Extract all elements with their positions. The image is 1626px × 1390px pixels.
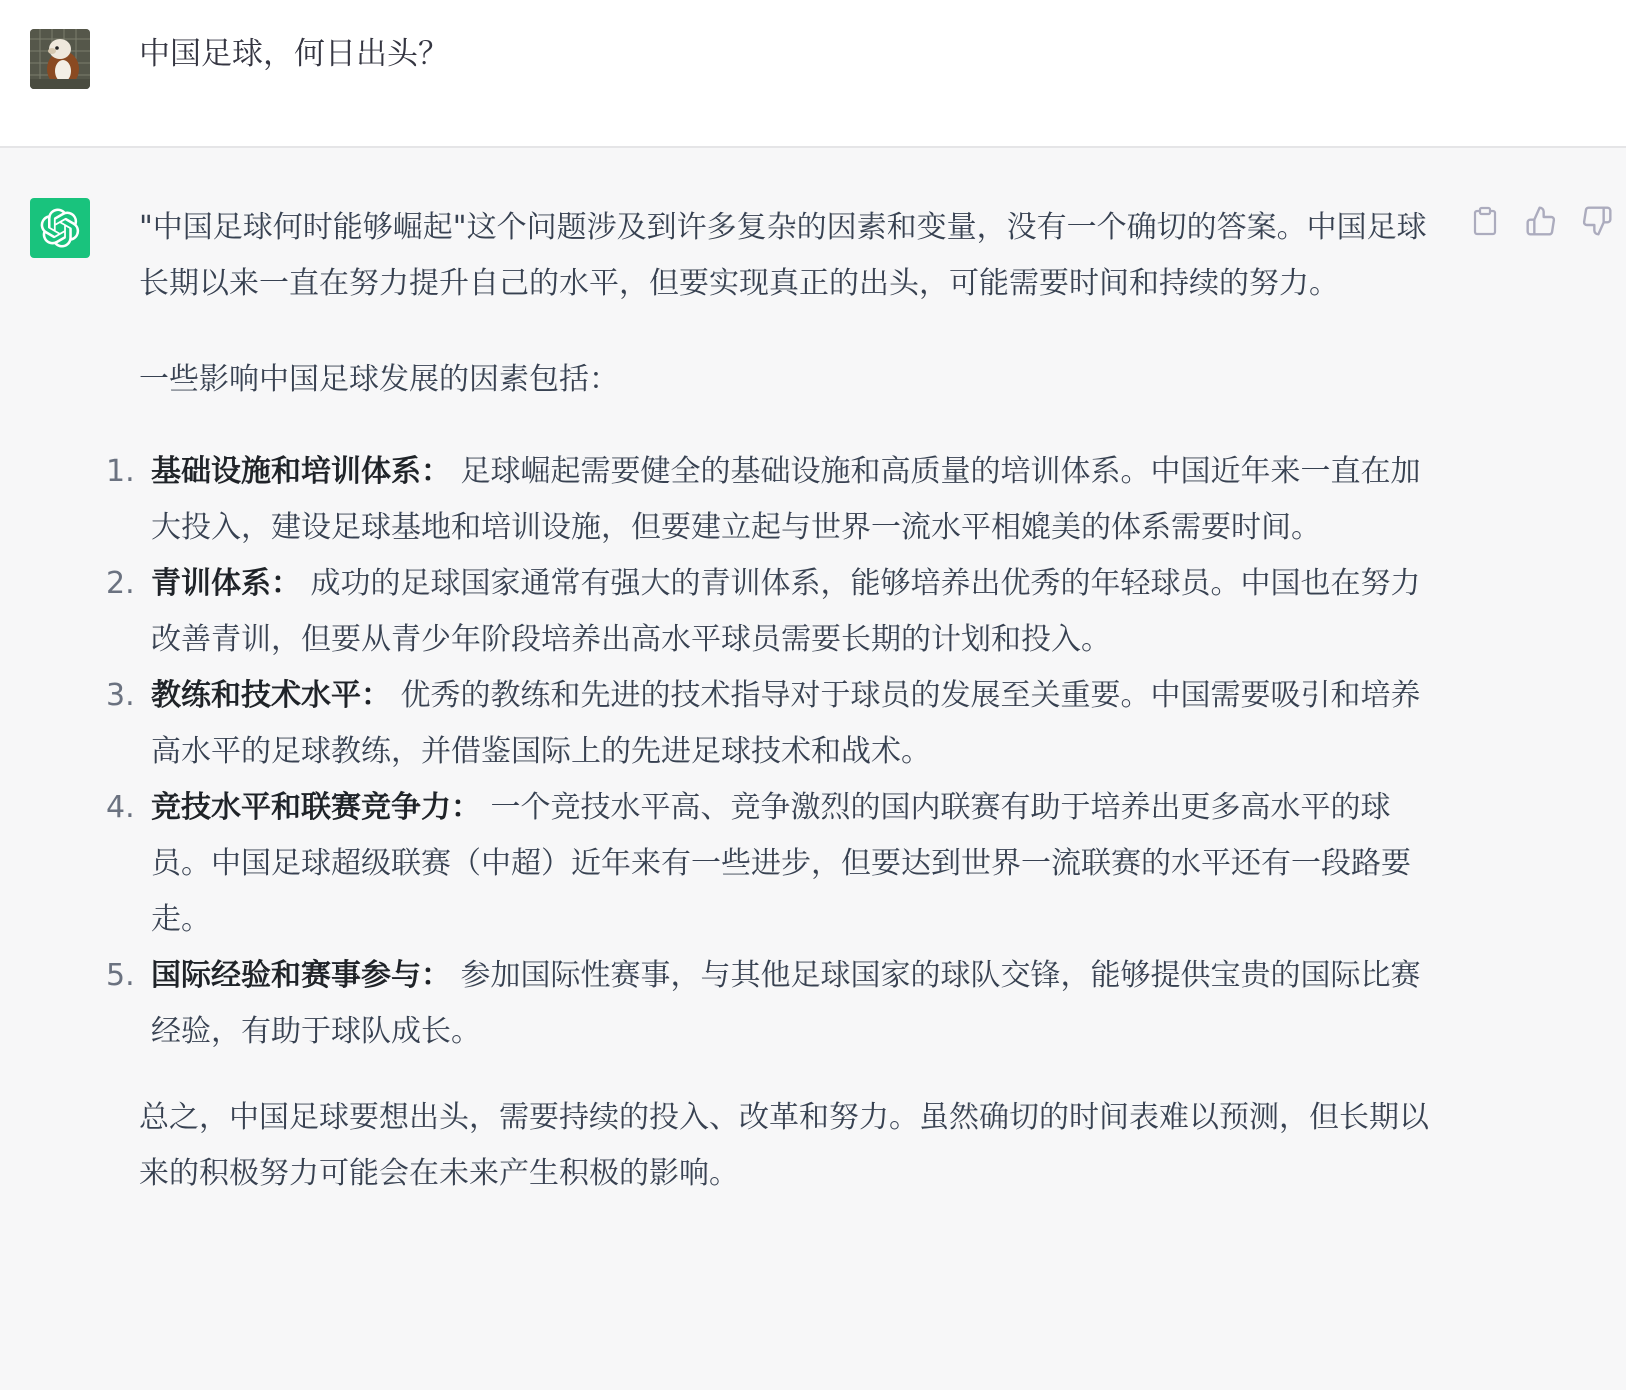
factors-list <box>106 444 1449 1060</box>
user-message-row <box>0 0 1626 148</box>
list-item-number: 5. <box>106 958 135 993</box>
user-avatar-image <box>30 29 90 89</box>
list-item-body: 一个竞技水平高、竞争激烈的国内联赛有助于培养出更多高水平的球员。中国足球超级联赛（中超）近年来有一些进步，但要达到世界一流联赛的水平还有一段路要走。 <box>151 790 1411 937</box>
clipboard-icon <box>1472 206 1498 236</box>
list-item-number: 3. <box>106 678 135 713</box>
factors-heading: 一些影响中国足球发展的因素包括： <box>139 362 619 397</box>
list-item-body: 足球崛起需要健全的基础设施和高质量的培训体系。中国近年来一直在加大投入，建设足球基地和培训设施，但要建立起与世界一流水平相媲美的体系需要时间。 <box>151 454 1421 545</box>
list-item-title: 基础设施和培训体系： <box>151 454 451 489</box>
user-avatar <box>30 29 90 89</box>
list-item-title: 教练和技术水平： <box>151 678 391 713</box>
list-item-title: 竞技水平和联赛竞争力： <box>151 790 481 825</box>
copy-button[interactable] <box>1468 204 1502 238</box>
list-item-number: 4. <box>106 790 135 825</box>
message-actions <box>1468 204 1614 238</box>
assistant-message-row <box>0 150 1626 1390</box>
list-item-body: 优秀的教练和先进的技术指导对于球员的发展至关重要。中国需要吸引和培养高水平的足球教练，并借鉴国际上的先进足球技术和战术。 <box>151 678 1421 769</box>
user-message-text: 中国足球，何日出头？ <box>139 36 449 72</box>
list-item <box>106 780 1449 948</box>
openai-logo-icon <box>30 198 90 258</box>
list-item <box>106 556 1449 668</box>
list-item-body: 参加国际性赛事，与其他足球国家的球队交锋，能够提供宝贵的国际比赛经验，有助于球队成长。 <box>151 958 1421 1049</box>
list-item <box>106 668 1449 780</box>
assistant-message-content <box>106 200 1449 1242</box>
list-item-title: 青训体系： <box>151 566 301 601</box>
list-item <box>106 948 1449 1060</box>
intro-paragraph: "中国足球何时能够崛起"这个问题涉及到许多复杂的因素和变量，没有一个确切的答案。中国足球长期以来一直在努力提升自己的水平，但要实现真正的出头，可能需要时间和持续的努力。 <box>139 210 1427 301</box>
thumbs-up-icon <box>1525 205 1557 237</box>
thumbs-down-icon <box>1581 205 1613 237</box>
dislike-button[interactable] <box>1580 204 1614 238</box>
like-button[interactable] <box>1524 204 1558 238</box>
conclusion-paragraph: 总之，中国足球要想出头，需要持续的投入、改革和努力。虽然确切的时间表难以预测，但长期以来的积极努力可能会在未来产生积极的影响。 <box>139 1100 1429 1191</box>
list-item-number: 1. <box>106 454 135 489</box>
list-item <box>106 444 1449 556</box>
list-item-body: 成功的足球国家通常有强大的青训体系，能够培养出优秀的年轻球员。中国也在努力改善青训，但要从青少年阶段培养出高水平球员需要长期的计划和投入。 <box>151 566 1421 657</box>
list-item-number: 2. <box>106 566 135 601</box>
list-item-title: 国际经验和赛事参与： <box>151 958 451 993</box>
